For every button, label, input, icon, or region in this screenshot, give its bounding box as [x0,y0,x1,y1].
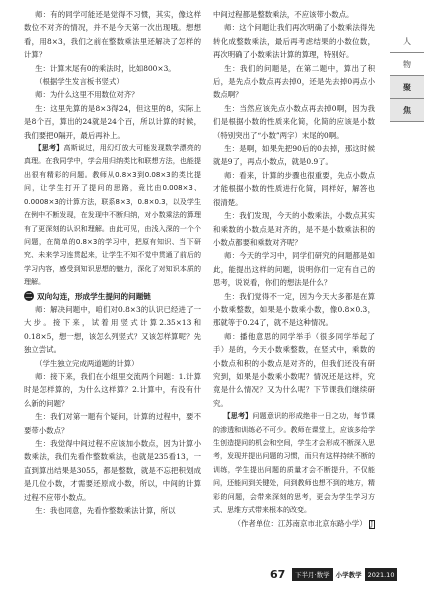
sidebar-item-jiao: 焦 [390,99,424,122]
paragraph: 生：这里先算的是8×3得24，但这里的8，实际上是8个百，算出的24就是24个百，所以计算的时候，我们要把0隔开，最后再补上。 [24,103,201,140]
reflection-note [24,142,201,289]
paragraph: （学生独立完成两道题的计算） [35,358,139,368]
paragraph: 生：我们的问题是，在第二题中，算出了积后，是先点小数点再去掉0，还是先去掉0再点小数点啊？ [213,63,375,100]
reflection-tag: 【思考】 [223,412,253,421]
sidebar-item-ren: 人 [390,30,424,53]
sidebar-item-ju: 聚 [390,76,424,99]
reflection-text: 问题意识的形成绝非一日之功，每节课的渗透和训练必不可少。教师在课堂上，应该多给学生创造提问的机会和空间，学生才会形成不断深入思考，发现并提出问题的习惯，而只有这样持续不断的训练，学生提出问题的质量才会不断提升，不仅能问，还能问到关键处，问到教师也想不到的地方，精彩的问题，会带来深刻的思考，更会为学生学习方式、思维方式带来根本的改变。 [213,412,376,515]
page-footer [0,566,427,584]
author-text: （作者单位：江苏南京市北京东路小学） [233,519,367,529]
paragraph: 生：当然应该先点小数点再去掉0啊，因为我们是根据小数的性质来化简，化简的应该是小数（特别突出了“小数”两字）末尾的0啊。 [213,103,375,140]
sidebar-item-wu: 物 [390,53,424,76]
paragraph: 师：解决问题中，咱们对0.8×3的认识已经进了一大步。接下来，试着用竖式计算2.35×13和0.18×5，想一想，该怎么列竖式？又该怎样算呢？先独立尝试。 [24,304,201,355]
column-sidebar [390,30,424,122]
paragraph: 生：计算末尾有0的乘法时，比如800×3。 [35,63,176,73]
paragraph: 师：这个问题让我们再次明确了小数乘法得先转化成整数乘法，最后再考虑结果的小数位数，再次明确了小数乘法计算的算理，特别好。 [213,23,375,60]
paragraph: 生：我们觉得不一定，因为今天大多都是在算小数乘整数，如果是小数乘小数，像0.8×0.3，那就等于0.24了，就不是这种情况。 [213,291,375,328]
paragraph: 生：我觉得中间过程不应该加小数点，因为计算小数乘法，我们先看作整数乘法，也就是235看13，一直到算出结果是3055，都是整数，就是不忘把积划成是几位小数，才需要还原成小数，所以，中间的计算过程不应带小数点。 [24,439,201,502]
reflection-tag: 【思考】 [34,144,64,153]
paragraph: 师：看来，计算的步骤也很重要，先点小数点才能根据小数的性质进行化简，同样好，解答也很清楚。 [213,170,375,207]
paragraph: 生：我也同意，先看作整数乘法计算，所以 [35,506,176,516]
reflection-text: 高斯说过，用幻灯放大可能发现数学漂亮的真理。在我同学中，学会用归纳类比和联想方法，也能提出很有精彩的问题。教师从0.8×3到0.08×3的类比提问，让学生打开了提问的思路，竟比由0.008×3、0.0008×3的计算方法，联系8×3，0.8×0.3，以及学生在例中不断发现，在发现中不断归纳，对小数乘法的算理有了更深刻的认识和理解。由此可见，由浅入深的一个个问题，在简单的0.8×3的学习中，把原有知识、当下研究、未来学习连贯起来，让学生不知不觉中贯通了前后的学习内容，感受到知识思想的魅力，深化了对知识本质的理解。 [24,144,201,287]
right-column [213,8,375,531]
issue-label: 下半月·数学 [292,568,333,581]
footer-bar [292,568,427,581]
author-affiliation [213,517,375,530]
paragraph: （根据学生发言板书竖式） [35,77,124,87]
paragraph: 师：为什么这里不用数位对齐？ [35,90,139,100]
paragraph: 师：今天的学习中，同学们研究的问题都是如此，能提出这样的问题，说明你们一定有自己的思考，说说看，你们的想法是什么？ [213,251,375,288]
left-column [24,8,201,517]
paragraph: 生：我们发现，今天的小数乘法，小数点其实和乘数的小数点是对齐的，是不是小数乘法积的小数点都要和乘数对齐呢？ [213,211,375,247]
paragraph: 中间过程都是整数乘法，不应该带小数点。 [213,10,354,19]
paragraph: 师：接下来，我们在小组里交流两个问题：1.计算时是怎样算的，为什么这样算？2.计算中，有没有什么新的问题？ [24,371,201,408]
end-mark: J [370,521,373,529]
section-heading [24,290,201,303]
paragraph: 生：我们对第一题有个疑问，计算的过程中，要不要带小数点？ [24,412,201,435]
reflection-note [213,410,375,517]
paragraph: 生：是啊，如果先把90后的0去掉，那这时候就是9了，再点小数点，就是0.9了。 [213,144,375,167]
page-number: 67 [270,568,286,581]
section-title: 双向勾连，形成学生提问的问题链 [37,291,151,301]
section-number-badge: 二 [25,292,33,301]
magazine-name: 小学教学 [335,571,362,579]
paragraph: 师：播他意思的同学举手（很多同学举起了手）是的，今天小数乘整数，在竖式中，乘数的小数点和积的小数点是对齐的，但我们还没有研究到，如果是小数乘小数呢？情况还是这样，究竟是什么情况？又为什么呢？下节课我们继续研究。 [213,331,375,408]
paragraph: 师：有的同学可能还是觉得不习惯，其实，像这样数位不对齐的情况，并不是今天第一次出现哦。想想看，用8×3，我们之前在整数乘法里还解决了怎样的计算？ [24,10,201,60]
issue-date: 2021.10 [365,568,398,581]
